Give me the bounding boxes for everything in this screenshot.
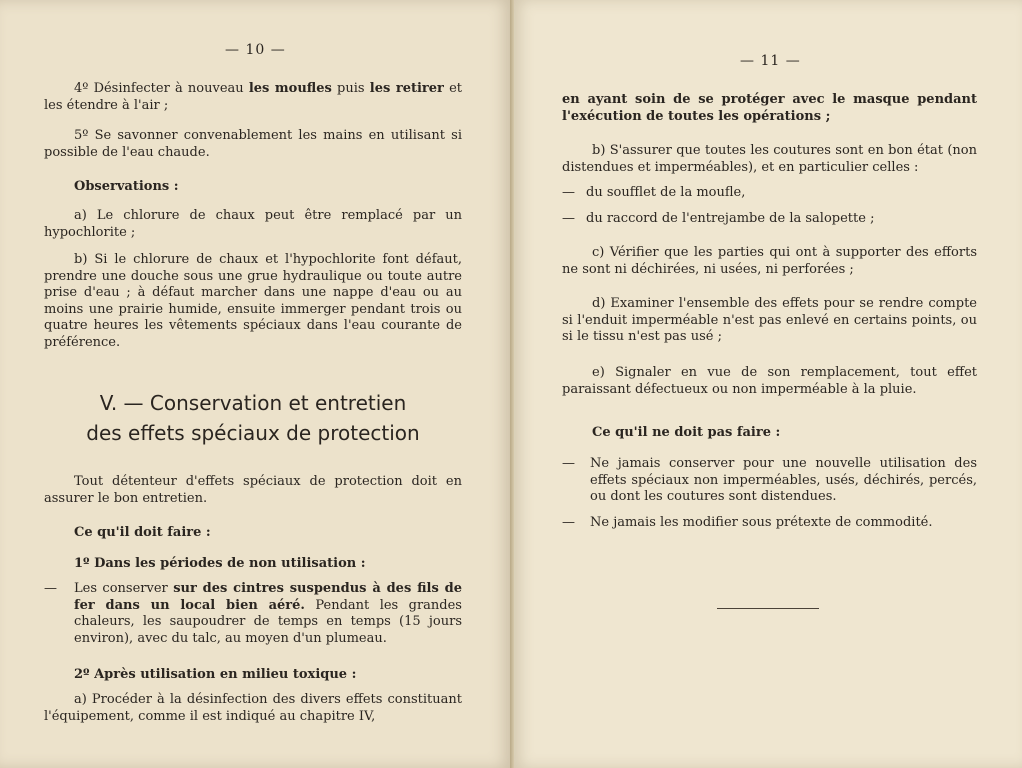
end-rule <box>717 608 819 609</box>
continuation-paragraph: en ayant soin de se protéger avec le masque pendant l'exécution de toutes les opérations ; <box>562 92 977 124</box>
must-not-item-2: — Ne jamais les modifier sous prétexte de commodité. <box>562 515 933 530</box>
observations-title: Observations : <box>74 179 179 194</box>
observation-a: a) Le chlorure de chaux peut être remplacé par un hypochlorite ; <box>44 208 462 240</box>
subsection-1-item: — Les conserver sur des cintres suspendus à des fils de fer dans un local bien aéré. Pendant les grandes chaleurs, les saupoudrer de temps en temps (15 jours environ), avec du talc, au moyen d'un plumeau. <box>44 581 462 646</box>
dash-mark: — <box>562 211 575 226</box>
dash-mark: — <box>44 581 57 596</box>
must-not-item-1: — Ne jamais conserver pour une nouvelle utilisation des effets spéciaux non imperméables, usés, déchirés, percés, ou dont les coutures sont distendues. <box>562 456 977 504</box>
section-heading-line-1: V. — Conservation et entretien <box>99 391 407 415</box>
section-heading <box>44 388 462 448</box>
item-e: e) Signaler en vue de son remplacement, tout effet paraissant défectueux ou non imperméable à la pluie. <box>562 365 977 397</box>
item-b-subitem-2: — du raccord de l'entrejambe de la salopette ; <box>562 211 875 226</box>
observation-b: b) Si le chlorure de chaux et l'hypochlorite font défaut, prendre une douche sous une grue hydraulique ou toute autre prise d'eau ; à défaut marcher dans une nappe d'eau ou au moins une prairie humide, ensuite immerger pendant trois ou quatre heures les vêtements spéciaux dans l'eau courante de préférence. <box>44 252 462 350</box>
subsection-1-title: 1º Dans les périodes de non utilisation : <box>74 556 366 571</box>
book-gutter <box>510 0 514 768</box>
dash-mark: — <box>562 515 575 530</box>
section-intro: Tout détenteur d'effets spéciaux de protection doit en assurer le bon entretien. <box>44 474 462 506</box>
page-number: — 10 — <box>225 42 286 58</box>
dash-mark: — <box>562 456 575 471</box>
section-heading-line-2: des effets spéciaux de protection <box>86 421 420 445</box>
paragraph-4: 4º Désinfecter à nouveau les moufles puis les retirer et les étendre à l'air ; <box>44 81 462 113</box>
page-number-right: — 11 — <box>740 53 801 69</box>
dash-mark: — <box>562 185 575 200</box>
subsection-2-title: 2º Après utilisation en milieu toxique : <box>74 667 357 682</box>
subsection-2-a: a) Procéder à la désinfection des divers effets constituant l'équipement, comme il est indiqué au chapitre IV, <box>44 692 462 724</box>
paragraph-5: 5º Se savonner convenablement les mains en utilisant si possible de l'eau chaude. <box>44 128 462 160</box>
must-do-title: Ce qu'il doit faire : <box>74 525 211 540</box>
item-b: b) S'assurer que toutes les coutures sont en bon état (non distendues et imperméables), et en particulier celles : <box>562 143 977 175</box>
item-c: c) Vérifier que les parties qui ont à supporter des efforts ne sont ni déchirées, ni usées, ni perforées ; <box>562 245 977 277</box>
must-not-title: Ce qu'il ne doit pas faire : <box>592 425 781 440</box>
item-d: d) Examiner l'ensemble des effets pour se rendre compte si l'enduit imperméable n'est pas enlevé en certains points, ou si le tissu n'est pas usé ; <box>562 296 977 344</box>
item-b-subitem-1: — du soufflet de la moufle, <box>562 185 746 200</box>
